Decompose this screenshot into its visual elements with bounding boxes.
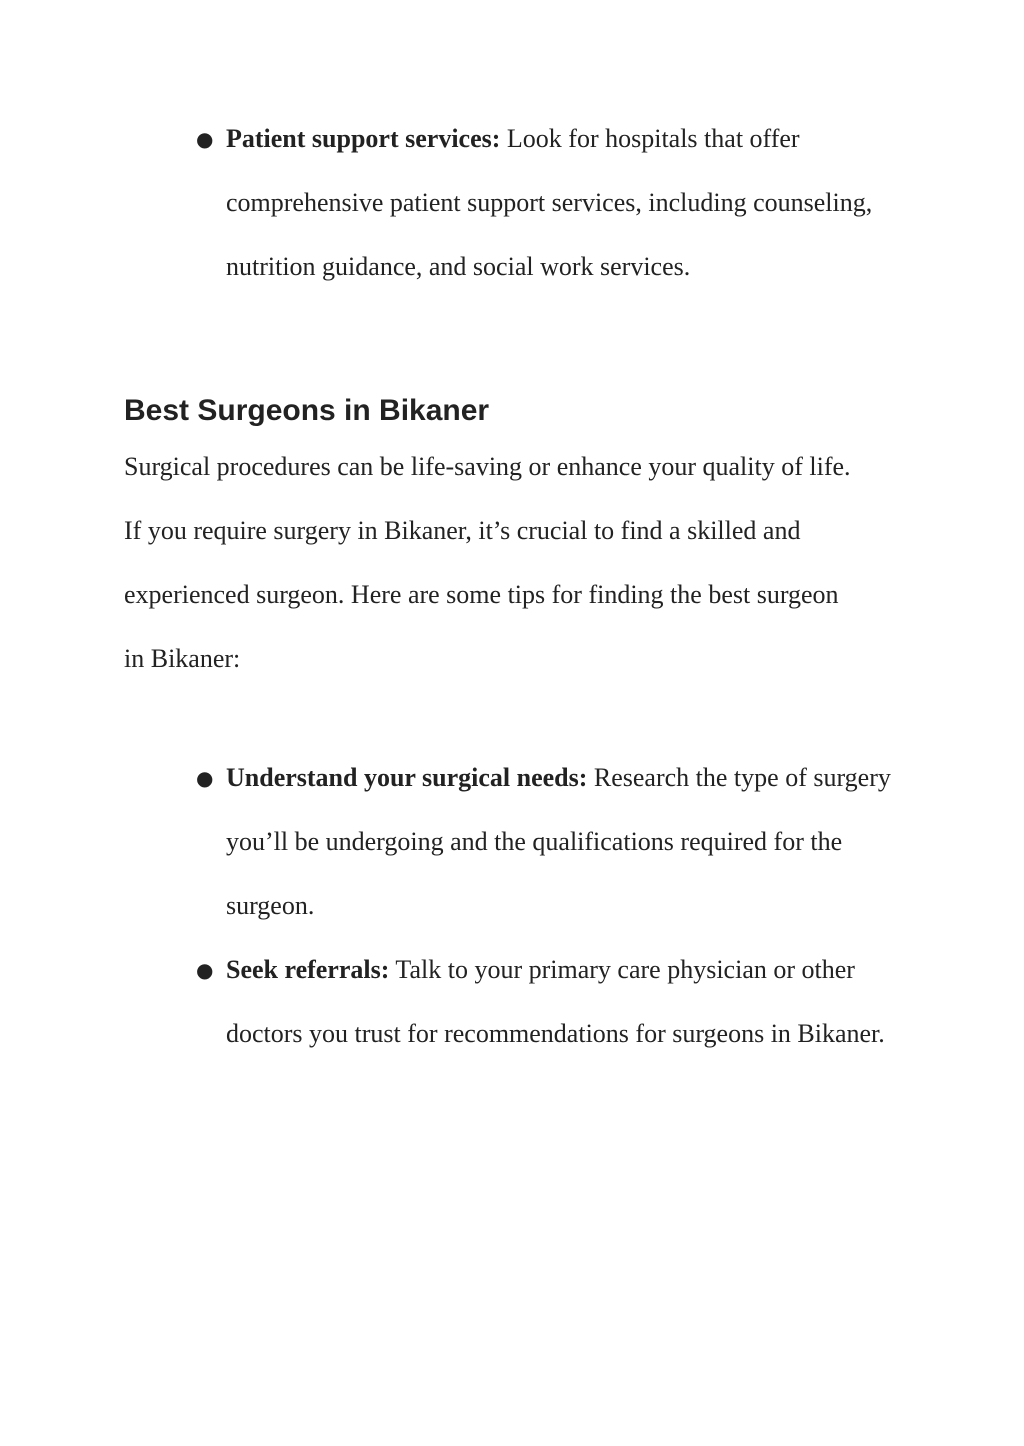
list-item-term: Patient support services:: [226, 124, 501, 153]
list-item: [196, 746, 916, 938]
list-item-text: Research the type of surgery you’ll be undergoing and the qualifications required for the surgeon.: [226, 763, 891, 920]
bullet-icon: ●: [196, 127, 214, 151]
bullet-icon: ●: [196, 766, 214, 790]
list-item-text: Look for hospitals that offer comprehensive patient support services, including counseling, nutrition guidance, and social work services.: [226, 124, 873, 281]
patient-support-list: [196, 107, 916, 299]
section-paragraph: Surgical procedures can be life-saving or enhance your quality of life. If you require surgery in Bikaner, it’s crucial to find a skilled and experienced surgeon. Here are some tips for finding the best surgeon in Bikaner:: [124, 452, 851, 673]
section-heading: Best Surgeons in Bikaner: [124, 394, 490, 427]
list-item-term: Understand your surgical needs:: [226, 763, 588, 792]
surgeon-tips-list: [196, 746, 916, 1066]
list-item: [196, 938, 916, 1066]
list-item: [196, 107, 916, 299]
list-item-text: Talk to your primary care physician or other doctors you trust for recommendations for surgeons in Bikaner.: [226, 955, 885, 1048]
bullet-icon: ●: [196, 958, 214, 982]
list-item-term: Seek referrals:: [226, 955, 390, 984]
